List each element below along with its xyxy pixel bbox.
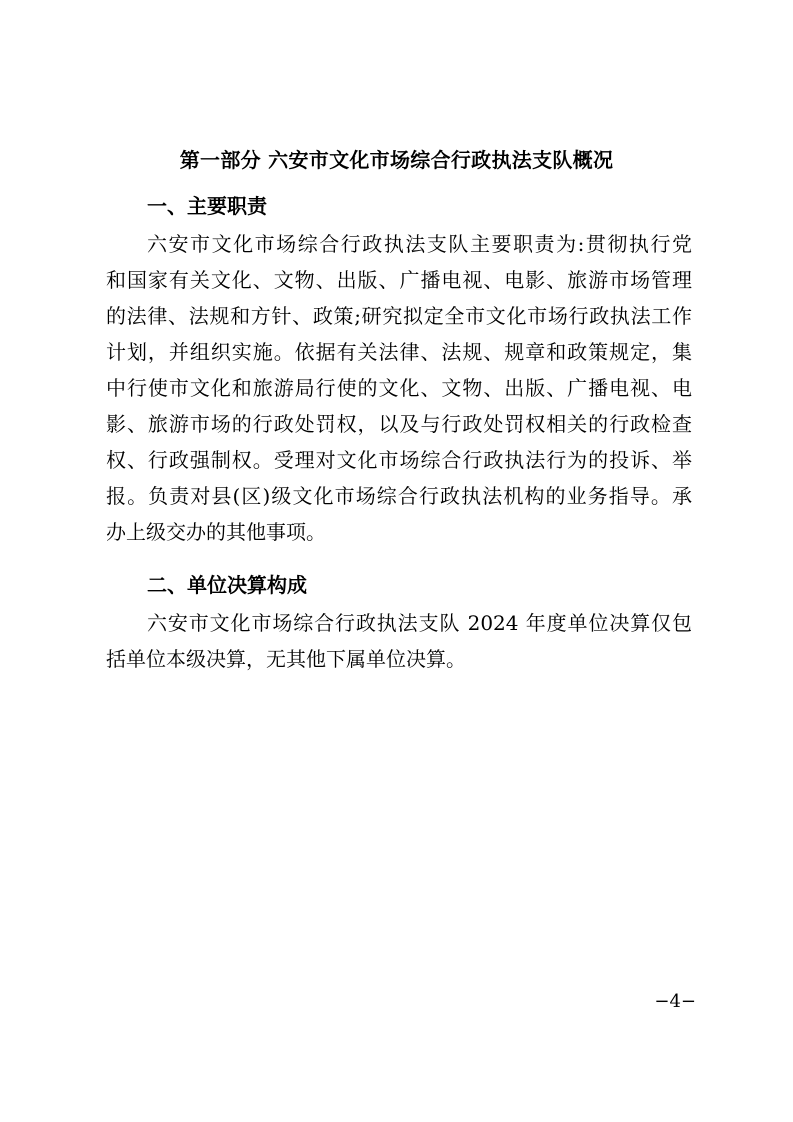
- paragraph-line: 的法律、法规和方针、政策;研究拟定全市文化市场行政执法工作: [106, 304, 692, 328]
- page-title: 第一部分 六安市文化市场综合行政执法支队概况: [179, 148, 614, 172]
- paragraph-line: 和国家有关文化、文物、出版、广播电视、电影、旅游市场管理: [106, 268, 692, 292]
- page-number: −4−: [654, 991, 696, 1012]
- section-heading-main-duties: 一、主要职责: [147, 194, 267, 218]
- paragraph-line: 中行使市文化和旅游局行使的文化、文物、出版、广播电视、电: [106, 376, 692, 400]
- paragraph-line: 报。负责对县(区)级文化市场综合行政执法机构的业务指导。承: [106, 484, 692, 508]
- paragraph-line: 六安市文化市场综合行政执法支队主要职责为:贯彻执行党: [147, 232, 692, 256]
- paragraph-line: 影、旅游市场的行政处罚权，以及与行政处罚权相关的行政检查: [106, 412, 692, 436]
- paragraph-line: 计划，并组织实施。依据有关法律、法规、规章和政策规定，集: [106, 340, 692, 364]
- paragraph-line: 办上级交办的其他事项。: [106, 520, 326, 544]
- paragraph-line: 括单位本级决算，无其他下属单位决算。: [106, 647, 466, 671]
- paragraph-line: 权、行政强制权。受理对文化市场综合行政执法行为的投诉、举: [106, 448, 692, 472]
- paragraph-main-duties: [106, 226, 692, 550]
- paragraph-budget-composition: [106, 605, 692, 677]
- paragraph-line: 六安市文化市场综合行政执法支队 2024 年度单位决算仅包: [147, 611, 692, 635]
- section-heading-budget-composition: 二、单位决算构成: [147, 573, 307, 597]
